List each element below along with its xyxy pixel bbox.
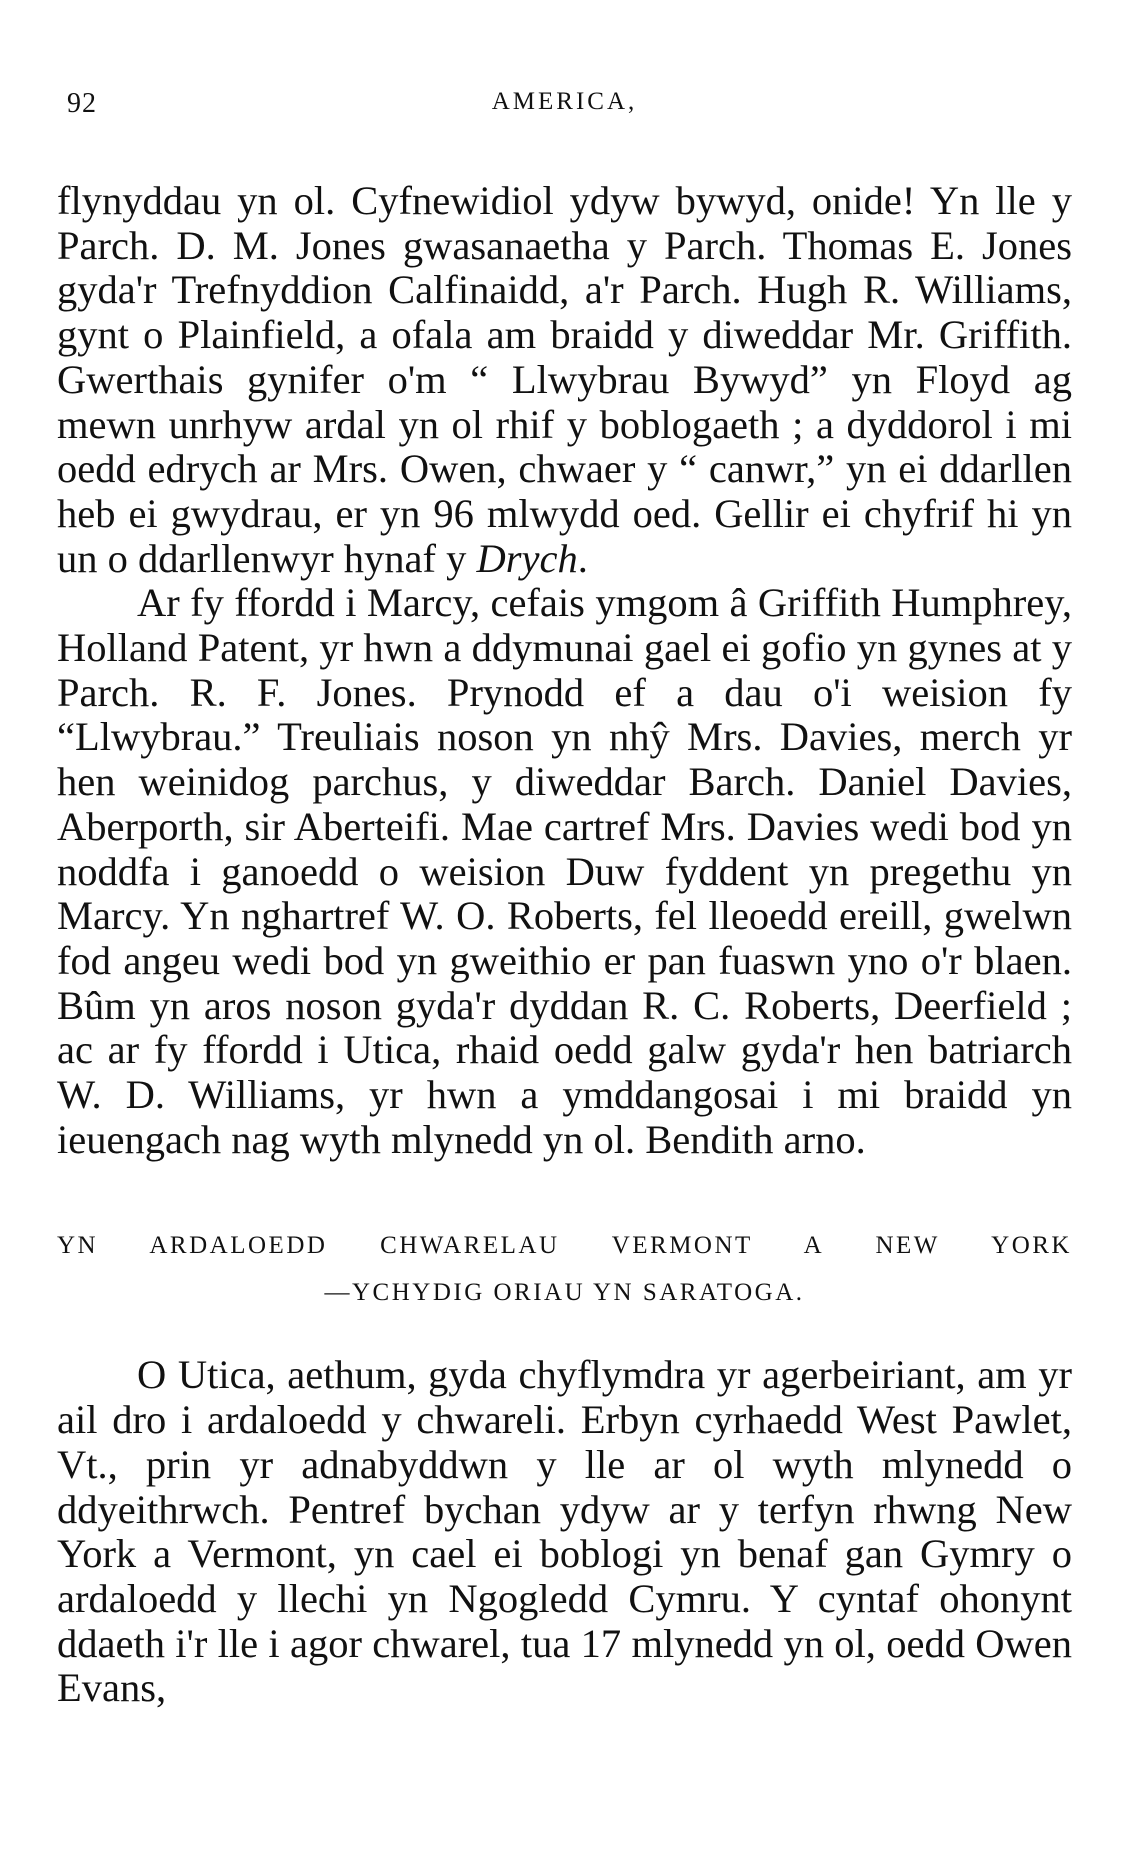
page-number: 92 <box>67 88 97 119</box>
page-header <box>57 60 1072 120</box>
section-heading-line-1: YN ARDALOEDD CHWARELAU VERMONT A NEW YORK <box>57 1232 1072 1260</box>
running-title: AMERICA, <box>491 88 638 115</box>
paragraph-3: O Utica, aethum, gyda chyflymdra yr agerbeiriant, am yr ail dro i ardaloedd y chwareli. Erbyn cyrhaedd West Pawlet, Vt., prin yr adnabyddwn y lle ar ol wyth mlynedd o ddyeithrwch. Pentref bychan ydyw ar y terfyn rhwng New York a Vermont, yn cael ei boblogi yn benaf gan Gymry o ardaloedd y llechi yn Ngogledd Cymru. Y cyntaf ohonynt ddaeth i'r lle i agor chwarel, tua 17 mlynedd yn ol, oedd Owen Evans, <box>57 1352 1072 1711</box>
paragraph-1-end: . <box>577 535 588 581</box>
newspaper-title: Drych <box>476 535 578 581</box>
paragraph-2: Ar fy ffordd i Marcy, cefais ymgom â Griffith Humphrey, Holland Patent, yr hwn a ddymunai gael ei gofio yn gynes at y Parch. R. F. Jones. Prynodd ef a dau o'i weision fy “Llwybrau.” Treuliais noson yn nhŷ Mrs. Davies, merch yr hen weinidog parchus, y diweddar Barch. Daniel Davies, Aberporth, sir Aberteifi. Mae cartref Mrs. Davies wedi bod yn noddfa i ganoedd o weision Duw fyddent yn pregethu yn Marcy. Yn nghartref W. O. Roberts, fel lleoedd ereill, gwelwn fod angeu wedi bod yn gweithio er pan fuaswn yno o'r blaen. Bûm yn aros noson gyda'r dyddan R. C. Roberts, Deerfield ; ac ar fy ffordd i Utica, rhaid oedd galw gyda'r hen batriarch W. D. Williams, yr hwn a ymddangosai i mi braidd yn ieuengach nag wyth mlynedd yn ol. Bendith arno. <box>57 580 1072 1162</box>
section-heading-line-2: —YCHYDIG ORIAU YN SARATOGA. <box>324 1279 805 1307</box>
paragraph-1 <box>57 179 1072 581</box>
book-page <box>57 60 1072 1711</box>
section-heading <box>57 1222 1072 1316</box>
paragraph-1-text: flynyddau yn ol. Cyfnewidiol ydyw bywyd, onide! Yn lle y Parch. D. M. Jones gwasanaetha y Parch. Thomas E. Jones gyda'r Trefnyddion Calfinaidd, a'r Parch. Hugh R. Williams, gynt o Plainfield, a ofala am braidd y diweddar Mr. Griffith. Gwerthais gynifer o'm “ Llwybrau Bywyd” yn Floyd ag mewn unrhyw ardal yn ol rhif y boblogaeth ; a dyddorol i mi oedd edrych ar Mrs. Owen, chwaer y “ canwr,” yn ei ddarllen heb ei gwydrau, er yn 96 mlwydd oed. Gellir ei chyfrif hi yn un o ddarllenwyr hynaf y <box>57 178 1072 581</box>
